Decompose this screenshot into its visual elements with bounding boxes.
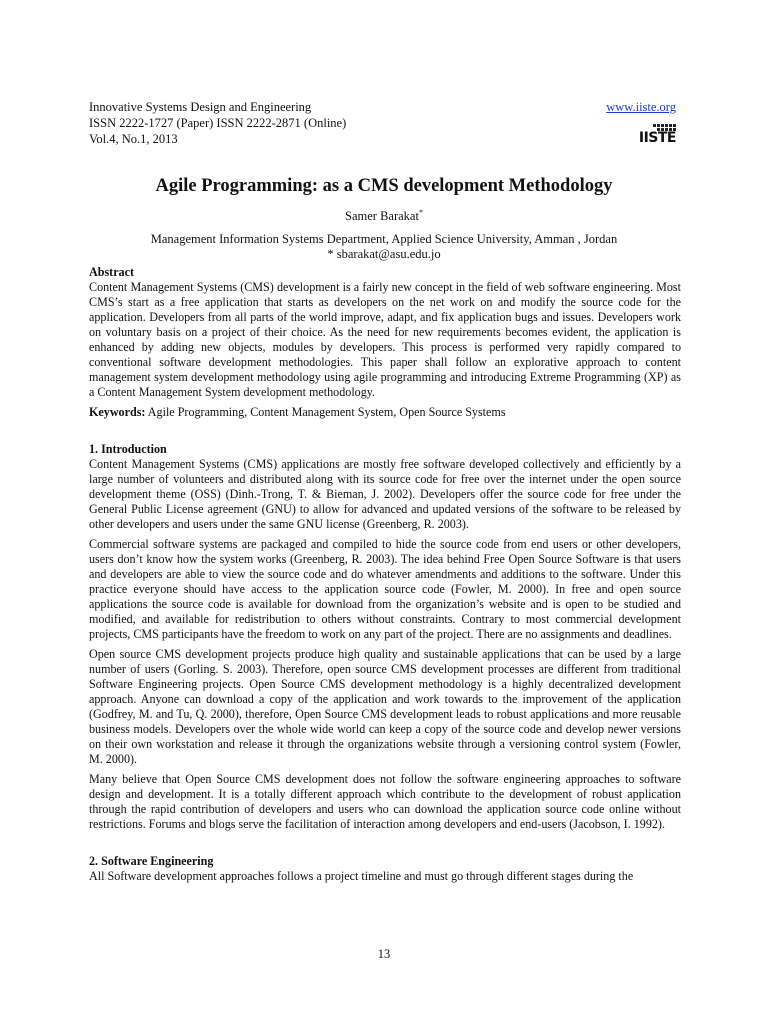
journal-header-right (606, 99, 676, 145)
keywords-text: Agile Programming, Content Management System, Open Source Systems (147, 405, 506, 419)
journal-url-link[interactable]: www.iiste.org (606, 100, 676, 114)
keywords-label: Keywords: (89, 405, 146, 419)
journal-name: Innovative Systems Design and Engineering (89, 100, 312, 114)
iiste-logo (639, 124, 676, 145)
author-name: Samer Barakat (345, 209, 419, 224)
paper-title: Agile Programming: as a CMS development Methodology (155, 176, 613, 196)
author-mark: * (418, 208, 423, 217)
paper-body (89, 265, 681, 884)
logo-text: IISTE (638, 130, 676, 146)
keywords (89, 405, 681, 420)
abstract-text: Content Management Systems (CMS) development is a fairly new concept in the field of web software engineering. Most CMS’s start as a free application that starts as developers on the net work on and modify the source code for the application. Developers from all parts of the world improve, adapt, and fix application bugs and issues. Developers work on voluntary basis on a project of their choice. As the need for new requirements becomes evident, the application is enhanced by adding new objects, modules by developers. This process is performed very rapidly compared to conventional software development methodologies. This paper shall follow an explorative approach to content management system development methodology using agile programming and introducing Extreme Programming (XP) as a Content Management System development methodology. (89, 280, 681, 399)
intro-paragraph: Many believe that Open Source CMS development does not follow the software engineering approaches to software design and development. It is a totally different approach which contribute to the development of robust application through the rapid contribution of developers and users who can download the application source code online without restrictions. Forums and blogs serve the facilitation of interaction among developers and end-users (Jacobson, I. 1992). (89, 772, 681, 831)
journal-volume: Vol.4, No.1, 2013 (89, 132, 178, 146)
intro-paragraph: Commercial software systems are packaged and compiled to hide the source code from end users or other developers, users don’t know how the system works (Greenberg, R. 2003). The idea behind Free Open Source Software is that users and developers are able to view the source code and do whatever amendments and additions to the software. Under this practice everyone should have access to the application source code (Fowler, M. 2000). In free and open source applications the source code is available for download from the organization’s website and is open to be studied and modified, and available for redistribution to others without constraints. Contrary to most commercial development projects, CMS participants have the freedom to work on any part of the project. There are no assignments and deadlines. (89, 537, 681, 641)
affiliation-block (0, 232, 768, 262)
author-line (0, 208, 768, 224)
abstract-heading: Abstract (89, 265, 135, 279)
software-engineering-paragraph: All Software development approaches follows a project timeline and must go through different stages during the (89, 869, 634, 883)
intro-paragraph: Open source CMS development projects produce high quality and sustainable applications that can be used by a large number of users (Gorling. S. 2003). Therefore, open source CMS development processes are different from traditional Software Engineering projects. Open Source CMS development methodology is a highly decentralized development approach. Anyone can download a copy of the application and work towards to the improvement of the application (Godfrey, M. and Tu, Q. 2000), therefore, Open Source CMS development leads to robust applications and more reusable business models. Developers over the whole wide world can keep a copy of the source code and develop newer versions on their own workstation and release it through the organizations website through a versioning control system (Fowler, M. 2000). (89, 647, 681, 766)
journal-issn: ISSN 2222-1727 (Paper) ISSN 2222-2871 (Online) (89, 116, 347, 130)
affiliation: Management Information Systems Department, Applied Science University, Amman , Jordan (150, 232, 618, 246)
intro-paragraph: Content Management Systems (CMS) applications are mostly free software developed collectively and efficiently by a large number of volunteers and distributed along with its source code for free over the internet under the open source development theme (OSS) (Dinh.-Trong, T. & Bieman, J. 2002). Developers offer the source code for free under the General Public License agreement (GNU) to allow for advanced and updated versions of the software to be released by other developers and users under the same GNU license (Greenberg, R. 2003). (89, 457, 681, 531)
author-email: * sbarakat@asu.edu.jo (327, 247, 441, 261)
page-number: 13 (377, 947, 391, 961)
section-heading-introduction: 1. Introduction (89, 442, 167, 456)
journal-header (89, 99, 346, 147)
section-heading-software-engineering: 2. Software Engineering (89, 854, 214, 868)
